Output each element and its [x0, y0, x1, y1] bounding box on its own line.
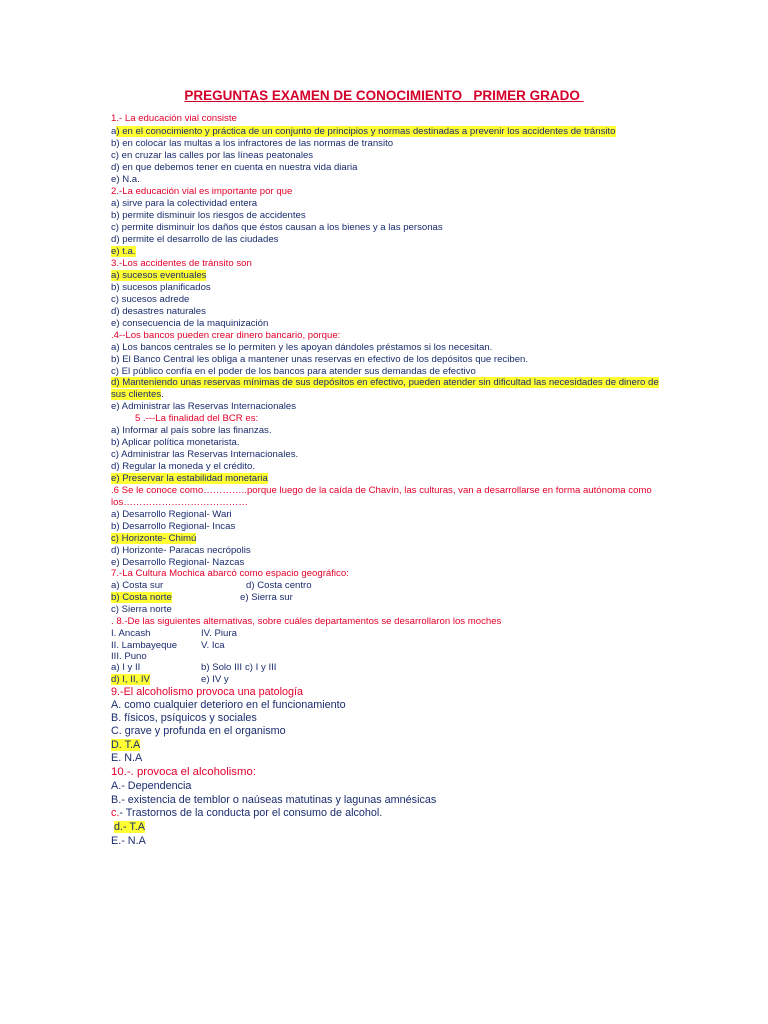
q5-option-d: d) Regular la moneda y el crédito. — [111, 461, 255, 472]
question-10: 10.-. provoca el alcoholismo: — [111, 766, 256, 778]
q4-option-d-line2 — [111, 389, 164, 401]
q8-item-v: V. Ica — [201, 640, 225, 651]
q5-option-e-text: e) Preservar la estabilidad monetaria — [111, 473, 268, 484]
q1-option-c: c) en cruzar las calles por las líneas peatonales — [111, 150, 314, 161]
q7-option-d: d) Costa centro — [246, 580, 312, 591]
q5-option-b: b) Aplicar política monetarista. — [111, 437, 240, 448]
q10-option-c-prefix: c. — [111, 807, 120, 819]
q5-option-c: c) Administrar las Reservas Internacionales. — [111, 449, 299, 460]
question-1: 1.- La educación vial consiste — [111, 113, 237, 124]
q6-option-d: d) Horizonte- Paracas necrópolis — [111, 545, 251, 556]
question-6-line2: los………………………………… — [111, 497, 248, 508]
q3-option-a — [111, 270, 206, 282]
q8-option-b: b) Solo III — [201, 662, 243, 673]
q3-option-c: c) sucesos adrede — [111, 294, 190, 305]
q8-option-d-text: d) I, II, IV — [111, 674, 150, 685]
q4-option-d-line2-end: . — [161, 389, 164, 400]
q1-option-e: e) N.a. — [111, 174, 140, 185]
q8-option-e: e) IV y — [201, 674, 229, 685]
q8-option-d — [111, 674, 150, 686]
q2-option-d: d) permite el desarrollo de las ciudades — [111, 234, 279, 245]
question-4: .4--Los bancos pueden crear dinero bancario, porque: — [111, 330, 341, 341]
q7-option-e: e) Sierra sur — [240, 592, 293, 603]
q6-option-a: a) Desarrollo Regional- Wari — [111, 509, 232, 520]
q9-option-d — [111, 739, 140, 752]
q7-option-c: c) Sierra norte — [111, 604, 172, 615]
question-3: 3.-Los accidentes de tránsito son — [111, 258, 252, 269]
q6-option-c-text: c) Horizonte- Chimú — [111, 533, 197, 544]
q7-option-a: a) Costa sur — [111, 580, 164, 591]
q4-option-e: e) Administrar las Reservas Internacionales — [111, 401, 297, 412]
q4-option-a: a) Los bancos centrales se lo permiten y les apoyan dándoles préstamos si los necesitan. — [111, 342, 493, 353]
q8-option-a: a) I y II — [111, 662, 141, 673]
q3-option-a-text: a) sucesos eventuales — [111, 270, 207, 281]
q10-option-d — [114, 821, 145, 834]
q4-option-c: c) El público confía en el poder de los bancos para atender sus demandas de efectivo — [111, 366, 476, 377]
q3-option-b: b) sucesos planificados — [111, 282, 211, 293]
q3-option-d: d) desastres naturales — [111, 306, 206, 317]
q2-option-a: a) sirve para la colectividad entera — [111, 198, 258, 209]
question-8: . 8.-De las siguientes alternativas, sobre cuáles departamentos se desarrollaron los moches — [111, 616, 502, 627]
q3-option-e: e) consecuencia de la maquinización — [111, 318, 269, 329]
q1-option-a — [111, 126, 616, 138]
q1-option-a-text: ) en el conocimiento y práctica de un conjunto de principios y normas destinadas a prevenir los accidentes de tránsito — [116, 126, 616, 137]
q6-option-c — [111, 533, 196, 545]
q9-option-a: A. como cualquier deterioro en el funcionamiento — [111, 699, 346, 711]
q5-option-e — [111, 473, 268, 485]
q1-option-d: d) en que debemos tener en cuenta en nuestra vida diaria — [111, 162, 358, 173]
q9-option-d-text: D. T.A — [111, 739, 141, 751]
q10-option-a: A.- Dependencia — [111, 780, 192, 792]
q9-option-b: B. físicos, psíquicos y sociales — [111, 712, 257, 724]
q2-option-e-text: e) t.a. — [111, 246, 136, 257]
q6-option-e: e) Desarrollo Regional- Nazcas — [111, 557, 245, 568]
question-7: 7.-La Cultura Mochica abarcó como espacio geográfico: — [111, 568, 349, 579]
q4-option-d-line1 — [111, 377, 659, 389]
question-6-line1: .6 Se le conoce como…………..porque luego de la caída de Chavín, las culturas, van a desarrollarse en forma autónoma como — [111, 485, 652, 496]
q2-option-b: b) permite disminuir los riesgos de accidentes — [111, 210, 306, 221]
q1-option-a-prefix: a — [111, 126, 117, 137]
q8-item-ii: II. Lambayeque — [111, 640, 178, 651]
question-2: 2.-La educación vial es importante por que — [111, 186, 293, 197]
q10-option-c-text: - Trastornos de la conducta por el consumo de alcohol. — [119, 807, 383, 819]
q8-option-c: c) I y III — [245, 662, 277, 673]
q4-option-b: b) El Banco Central les obliga a mantener unas reservas en efectivo de los depósitos que reciben. — [111, 354, 529, 365]
q5-option-a: a) Informar al país sobre las finanzas. — [111, 425, 272, 436]
q10-option-e: E.- N.A — [111, 835, 146, 847]
q1-option-b: b) en colocar las multas a los infractores de las normas de transito — [111, 138, 394, 149]
q8-item-iii: III. Puno — [111, 651, 147, 662]
q7-option-b-text: b) Costa norte — [111, 592, 172, 603]
q8-item-iv: IV. Piura — [201, 628, 237, 639]
q9-option-c: C. grave y profunda en el organismo — [111, 725, 286, 737]
q4-option-d-line2-text: sus clientes — [111, 389, 162, 400]
q9-option-e: E. N.A — [111, 752, 143, 764]
question-5: 5 .---La finalidad del BCR es: — [135, 413, 259, 424]
q6-option-b: b) Desarrollo Regional- Incas — [111, 521, 236, 532]
q2-option-e — [111, 246, 136, 258]
question-9: 9.-El alcoholismo provoca una patología — [111, 686, 304, 698]
page-title: PREGUNTAS EXAMEN DE CONOCIMIENTO PRIMER GRADO — [184, 88, 584, 103]
q2-option-c: c) permite disminuir los daños que éstos causan a los bienes y a las personas — [111, 222, 443, 233]
q10-option-b: B.- existencia de temblor o naúseas matutinas y lagunas amnésicas — [111, 794, 437, 806]
q8-item-i: I. Ancash — [111, 628, 151, 639]
q10-option-d-text: d.- T.A — [114, 821, 146, 833]
q10-option-c — [111, 807, 382, 820]
q4-option-d-line1-text: d) Manteniendo unas reservas mínimas de sus depósitos en efectivo, pueden atender sin dificultad las necesidades de dinero de — [111, 377, 659, 388]
q7-option-b — [111, 592, 172, 604]
